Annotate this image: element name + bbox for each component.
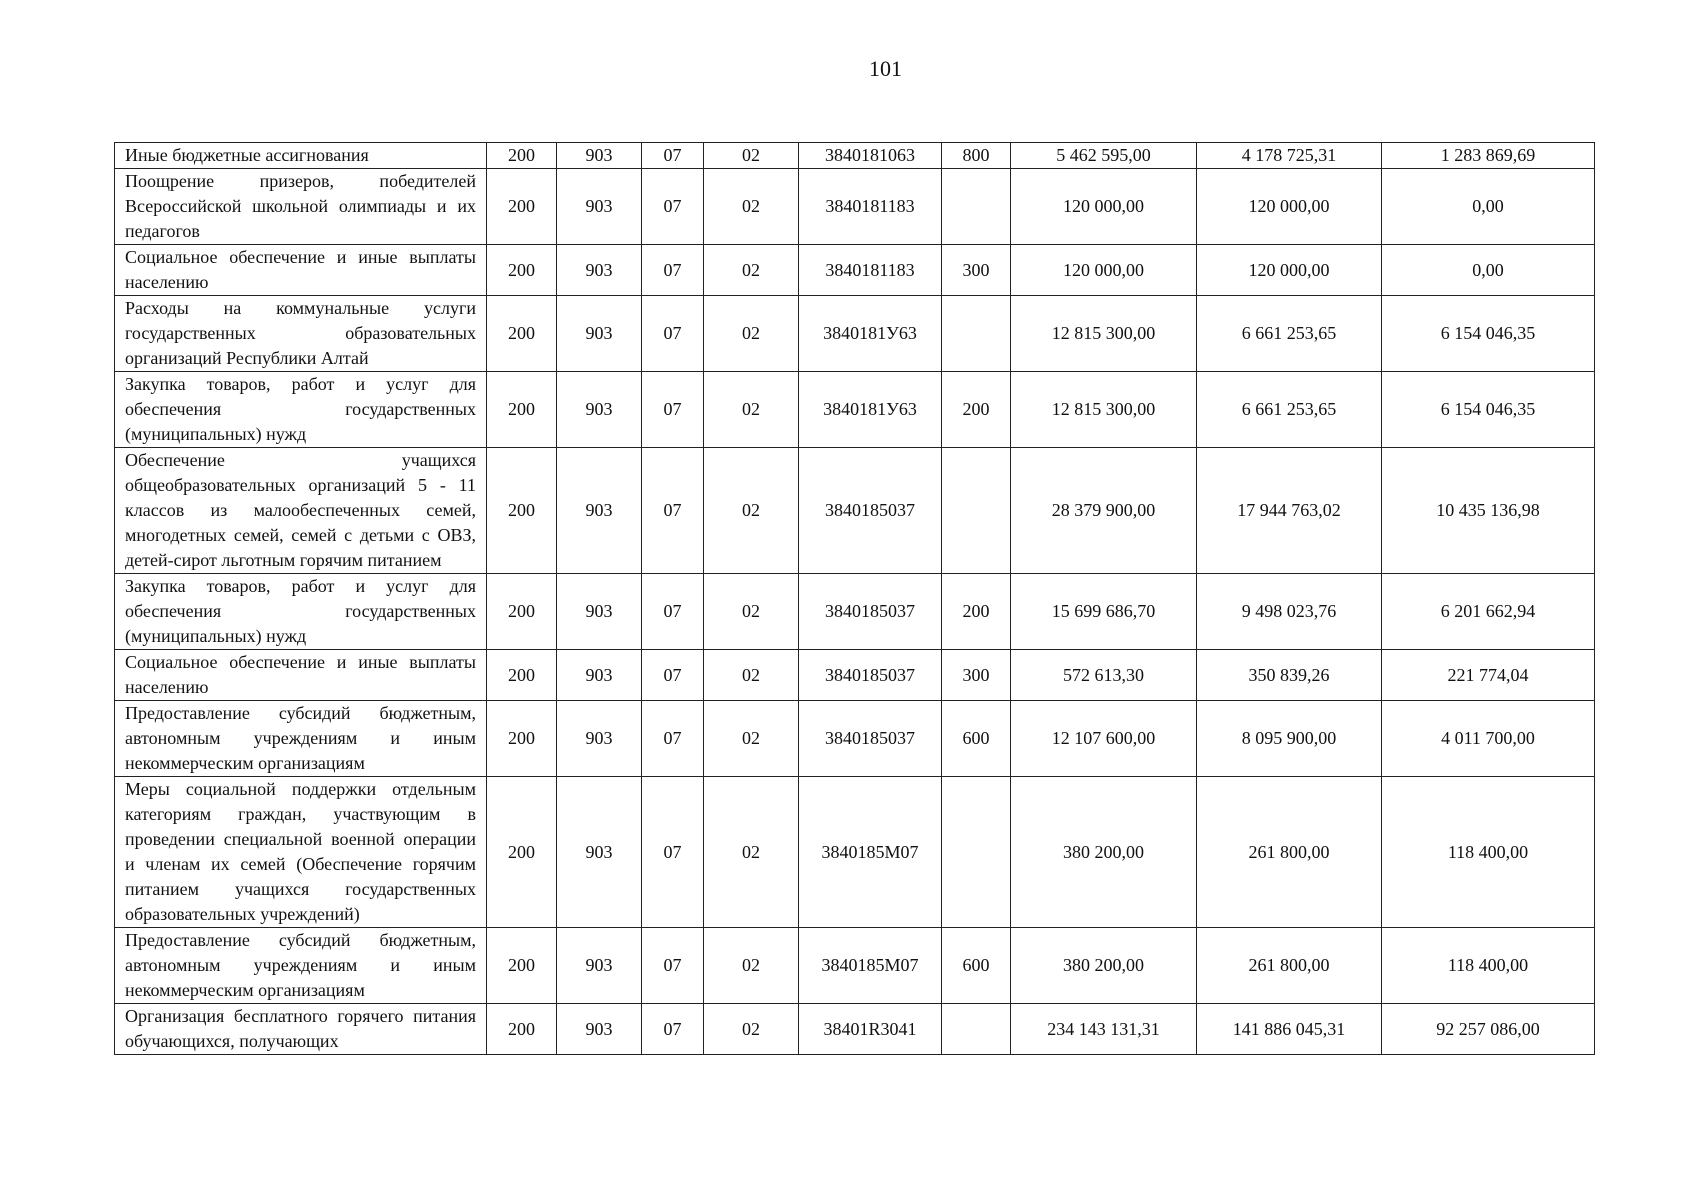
cell-amount-1: 12 815 300,00 — [1011, 372, 1197, 448]
cell-col4: 02 — [704, 169, 799, 245]
row-name-text: Предоставление субсидий бюджетным, автономным учреждениям и иным некоммерческим организациям — [125, 703, 476, 773]
table-row — [115, 372, 1595, 448]
cell-amount-2: 17 944 763,02 — [1197, 448, 1382, 574]
cell-amount-3: 118 400,00 — [1382, 777, 1595, 928]
cell-amount-1: 28 379 900,00 — [1011, 448, 1197, 574]
table-row — [115, 169, 1595, 245]
row-name-text: Меры социальной поддержки отдельным категориям граждан, участвующим в проведении специальной военной операции и членам их семей (Обеспечение горячим питанием учащихся государственных образовательных учреждений) — [125, 779, 476, 924]
row-name — [115, 928, 487, 1004]
cell-col2: 903 — [557, 1004, 642, 1055]
cell-col1: 200 — [487, 701, 557, 777]
cell-target-code: 3840181063 — [799, 143, 942, 169]
cell-expense-type: 600 — [942, 701, 1011, 777]
cell-col1: 200 — [487, 372, 557, 448]
cell-col2: 903 — [557, 143, 642, 169]
cell-amount-3: 0,00 — [1382, 169, 1595, 245]
row-name-text: Поощрение призеров, победителей Всероссийской школьной олимпиады и их педагогов — [125, 171, 476, 241]
cell-amount-2: 8 095 900,00 — [1197, 701, 1382, 777]
row-name-text: Закупка товаров, работ и услуг для обеспечения государственных (муниципальных) нужд — [125, 576, 476, 646]
table-row — [115, 928, 1595, 1004]
row-name — [115, 701, 487, 777]
cell-amount-1: 12 815 300,00 — [1011, 296, 1197, 372]
cell-amount-3: 6 154 046,35 — [1382, 372, 1595, 448]
cell-col4: 02 — [704, 701, 799, 777]
table-row — [115, 245, 1595, 296]
cell-amount-1: 234 143 131,31 — [1011, 1004, 1197, 1055]
cell-col2: 903 — [557, 448, 642, 574]
cell-amount-3: 10 435 136,98 — [1382, 448, 1595, 574]
cell-amount-3: 6 201 662,94 — [1382, 574, 1595, 650]
cell-target-code: 3840185037 — [799, 448, 942, 574]
row-name — [115, 296, 487, 372]
cell-amount-1: 15 699 686,70 — [1011, 574, 1197, 650]
cell-amount-2: 4 178 725,31 — [1197, 143, 1382, 169]
row-name — [115, 372, 487, 448]
cell-col4: 02 — [704, 777, 799, 928]
cell-col4: 02 — [704, 1004, 799, 1055]
cell-target-code: 3840185037 — [799, 650, 942, 701]
cell-col2: 903 — [557, 574, 642, 650]
row-name — [115, 143, 487, 169]
cell-amount-3: 221 774,04 — [1382, 650, 1595, 701]
cell-col3: 07 — [642, 1004, 704, 1055]
cell-col3: 07 — [642, 296, 704, 372]
cell-expense-type — [942, 777, 1011, 928]
cell-col1: 200 — [487, 928, 557, 1004]
cell-col4: 02 — [704, 296, 799, 372]
cell-amount-1: 572 613,30 — [1011, 650, 1197, 701]
cell-target-code: 38401R3041 — [799, 1004, 942, 1055]
cell-expense-type: 600 — [942, 928, 1011, 1004]
cell-col1: 200 — [487, 650, 557, 701]
row-name-text: Социальное обеспечение и иные выплаты населению — [125, 652, 476, 697]
cell-expense-type — [942, 296, 1011, 372]
cell-amount-3: 92 257 086,00 — [1382, 1004, 1595, 1055]
table-row — [115, 650, 1595, 701]
cell-target-code: 3840181У63 — [799, 372, 942, 448]
cell-col4: 02 — [704, 574, 799, 650]
cell-col2: 903 — [557, 777, 642, 928]
page-number: 101 — [869, 56, 902, 81]
row-name — [115, 1004, 487, 1055]
cell-col4: 02 — [704, 928, 799, 1004]
row-name — [115, 650, 487, 701]
cell-col3: 07 — [642, 701, 704, 777]
cell-col3: 07 — [642, 777, 704, 928]
table-row — [115, 296, 1595, 372]
cell-col1: 200 — [487, 169, 557, 245]
table-row — [115, 574, 1595, 650]
cell-col1: 200 — [487, 296, 557, 372]
cell-col2: 903 — [557, 245, 642, 296]
cell-amount-1: 5 462 595,00 — [1011, 143, 1197, 169]
table-row — [115, 143, 1595, 169]
cell-amount-1: 120 000,00 — [1011, 169, 1197, 245]
cell-expense-type: 300 — [942, 245, 1011, 296]
cell-amount-2: 141 886 045,31 — [1197, 1004, 1382, 1055]
table-row — [115, 1004, 1595, 1055]
row-name — [115, 245, 487, 296]
cell-amount-2: 261 800,00 — [1197, 928, 1382, 1004]
row-name-text: Закупка товаров, работ и услуг для обеспечения государственных (муниципальных) нужд — [125, 374, 476, 444]
cell-amount-3: 1 283 869,69 — [1382, 143, 1595, 169]
table-row — [115, 777, 1595, 928]
cell-amount-2: 350 839,26 — [1197, 650, 1382, 701]
cell-amount-3: 6 154 046,35 — [1382, 296, 1595, 372]
cell-expense-type: 300 — [942, 650, 1011, 701]
row-name — [115, 169, 487, 245]
cell-col3: 07 — [642, 372, 704, 448]
cell-col1: 200 — [487, 245, 557, 296]
cell-amount-3: 118 400,00 — [1382, 928, 1595, 1004]
cell-col2: 903 — [557, 372, 642, 448]
cell-amount-2: 120 000,00 — [1197, 169, 1382, 245]
cell-target-code: 3840181У63 — [799, 296, 942, 372]
cell-col3: 07 — [642, 245, 704, 296]
cell-expense-type: 200 — [942, 574, 1011, 650]
table-body — [115, 143, 1595, 1055]
cell-amount-2: 6 661 253,65 — [1197, 372, 1382, 448]
row-name-text: Расходы на коммунальные услуги государственных образовательных организаций Республики Алтай — [125, 298, 476, 368]
cell-col2: 903 — [557, 169, 642, 245]
row-name-text: Организация бесплатного горячего питания обучающихся, получающих — [125, 1006, 476, 1051]
cell-target-code: 3840185М07 — [799, 928, 942, 1004]
cell-target-code: 3840185037 — [799, 574, 942, 650]
cell-target-code: 3840181183 — [799, 245, 942, 296]
cell-target-code: 3840185037 — [799, 701, 942, 777]
cell-amount-2: 261 800,00 — [1197, 777, 1382, 928]
cell-col3: 07 — [642, 143, 704, 169]
cell-col1: 200 — [487, 143, 557, 169]
budget-table — [114, 142, 1595, 1055]
cell-expense-type — [942, 1004, 1011, 1055]
cell-col1: 200 — [487, 1004, 557, 1055]
cell-expense-type: 800 — [942, 143, 1011, 169]
table-row — [115, 448, 1595, 574]
row-name-text: Иные бюджетные ассигнования — [125, 145, 369, 165]
cell-col4: 02 — [704, 372, 799, 448]
cell-col2: 903 — [557, 650, 642, 701]
cell-col2: 903 — [557, 296, 642, 372]
cell-col3: 07 — [642, 448, 704, 574]
cell-amount-2: 6 661 253,65 — [1197, 296, 1382, 372]
cell-expense-type — [942, 448, 1011, 574]
row-name — [115, 777, 487, 928]
row-name — [115, 448, 487, 574]
cell-col4: 02 — [704, 245, 799, 296]
cell-amount-3: 4 011 700,00 — [1382, 701, 1595, 777]
cell-amount-1: 120 000,00 — [1011, 245, 1197, 296]
cell-col1: 200 — [487, 448, 557, 574]
cell-target-code: 3840181183 — [799, 169, 942, 245]
table-row — [115, 701, 1595, 777]
cell-amount-2: 120 000,00 — [1197, 245, 1382, 296]
row-name-text: Социальное обеспечение и иные выплаты населению — [125, 247, 476, 292]
cell-amount-1: 380 200,00 — [1011, 928, 1197, 1004]
cell-col2: 903 — [557, 928, 642, 1004]
cell-amount-1: 380 200,00 — [1011, 777, 1197, 928]
cell-col3: 07 — [642, 169, 704, 245]
cell-target-code: 3840185М07 — [799, 777, 942, 928]
cell-amount-1: 12 107 600,00 — [1011, 701, 1197, 777]
cell-col4: 02 — [704, 650, 799, 701]
row-name-text: Предоставление субсидий бюджетным, автономным учреждениям и иным некоммерческим организациям — [125, 930, 476, 1000]
row-name-text: Обеспечение учащихся общеобразовательных организаций 5 - 11 классов из малообеспеченных семей, многодетных семей, семей с детьми с ОВЗ, детей-сирот льготным горячим питанием — [125, 450, 476, 570]
cell-col3: 07 — [642, 574, 704, 650]
cell-col3: 07 — [642, 650, 704, 701]
cell-amount-3: 0,00 — [1382, 245, 1595, 296]
cell-col3: 07 — [642, 928, 704, 1004]
cell-col1: 200 — [487, 777, 557, 928]
cell-col2: 903 — [557, 701, 642, 777]
row-name — [115, 574, 487, 650]
cell-amount-2: 9 498 023,76 — [1197, 574, 1382, 650]
cell-col4: 02 — [704, 143, 799, 169]
cell-col1: 200 — [487, 574, 557, 650]
cell-expense-type — [942, 169, 1011, 245]
cell-expense-type: 200 — [942, 372, 1011, 448]
cell-col4: 02 — [704, 448, 799, 574]
